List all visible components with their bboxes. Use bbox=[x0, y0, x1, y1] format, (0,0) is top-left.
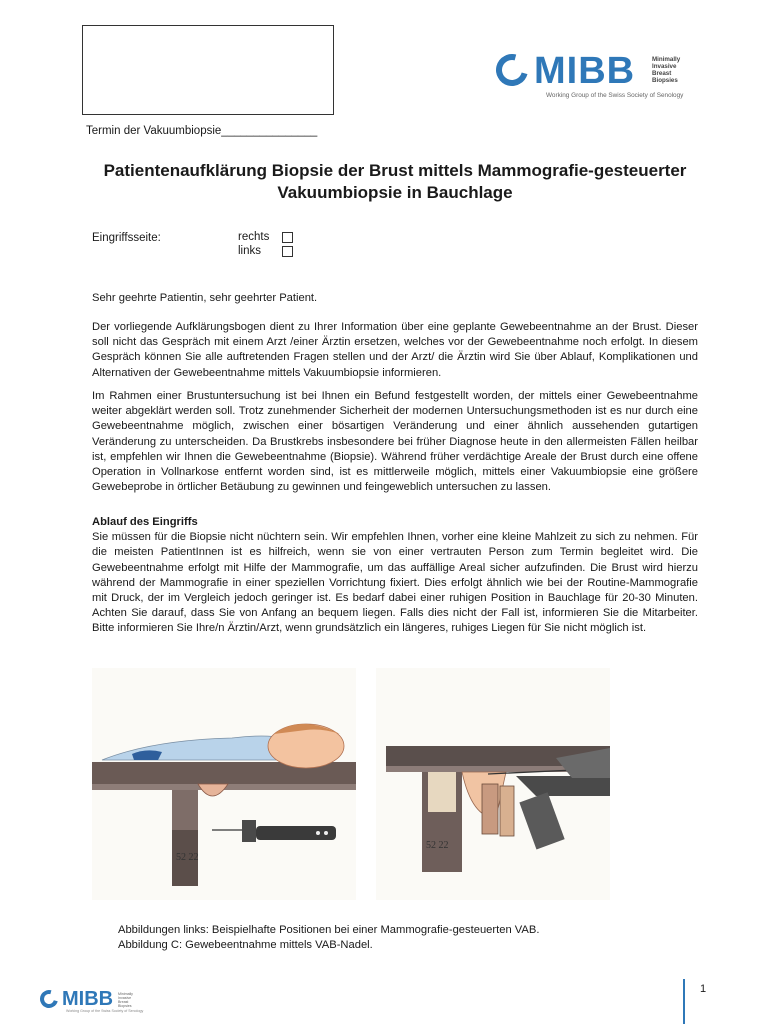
figure-b-signature: 52 22 bbox=[426, 840, 449, 851]
side-option-right[interactable]: rechts bbox=[238, 231, 298, 247]
logo-tagline: Minimally Invasive Breast Biopsies bbox=[652, 56, 681, 84]
logo-subtitle: Working Group of the Swiss Society of Senology bbox=[546, 92, 684, 99]
side-label: Eingriffsseite: bbox=[92, 232, 161, 244]
figure-caption: Abbildungen links: Beispielhafte Positionen bei einer Mammografie-gesteuerten VAB. Abbildung C: Gewebeentnahme mittels VAB-Nadel. bbox=[118, 924, 540, 951]
footer-logo-word: MIBB bbox=[62, 988, 114, 1010]
footer-logo-ring-icon bbox=[37, 987, 62, 1012]
figure-a-signature: 52 22 bbox=[176, 852, 199, 863]
side-option-left[interactable]: links bbox=[238, 245, 298, 261]
appointment-label: Termin der Vakuumbiopsie_______________ bbox=[86, 125, 318, 137]
page-number-rule bbox=[683, 979, 685, 1024]
footer-logo-subtitle: Working Group of the Swiss Society of Senology bbox=[66, 1009, 144, 1013]
background-paragraph: Im Rahmen einer Brustuntersuchung ist bei Ihnen ein Befund festgestellt worden, der mittels einer Gewebeentnahme weiter abgeklärt werden soll. Trotz zunehmender Sicherheit der modernen Untersuchungsmethoden ist es nur durch eine Gewebeentnahme möglich, zwischen einer bösartigen Veränderung und einer ähnlich aussehenden gutartigen Veränderung zu unterscheiden. Da Brustkrebs insbesondere bei früher Diagnose heute in den allermeisten Fällen heilbar ist, empfehlen wir Ihnen die Gewebeentnahme (Biopsie). Während früher verdächtige Areale der Brust durch eine offene Operation in Vollnarkose entfernt worden sind, ist es mittlerweile möglich, mittels einer Vakuumbiopsie eine größere Gewebeprobe in örtlicher Betäubung zu gewinnen und feingeweblich untersuchen zu lassen. bbox=[92, 390, 698, 494]
checkbox-left[interactable] bbox=[282, 246, 293, 257]
checkbox-right[interactable] bbox=[282, 232, 293, 243]
procedure-paragraph: Sie müssen für die Biopsie nicht nüchtern sein. Wir empfehlen Ihnen, vorher eine kleine Mahlzeit zu sich zu nehmen. Für die meisten PatientInnen ist es hilfreich, wenn sie von einer vertrauten Person zum Termin begleitet wird. Die Gewebeentnahme erfolgt mit Hilfe der Mammografie, um das auffällige Areal sicher aufzufinden. Die Brust wird hierzu während der Mammografie in einer speziellen Vorrichtung fixiert. Dies erfolgt ähnlich wie bei der Routine-Mammografie mit Druck, der im Vergleich jedoch geringer ist. Es bedarf dabei einer ruhigen Position in Bauchlage für 20-30 Minuten. Achten Sie darauf, dass Sie von Anfang an bequem liegen. Falls dies nicht der Fall ist, informieren Sie die Mitarbeiter. Bitte informieren Sie Ihre/n Ärztin/Arzt, wenn grundsätzlich ein längeres, ruhiges Liegen für Sie nicht möglich ist. bbox=[92, 531, 698, 635]
logo-word: MIBB bbox=[534, 50, 636, 92]
logo-ring-icon bbox=[490, 48, 534, 92]
illustration-vab-needle bbox=[376, 668, 610, 900]
footer-logo-tagline: Minimally Invasive Breast Biopsies bbox=[118, 992, 133, 1008]
intro-paragraph: Der vorliegende Aufklärungsbogen dient zu Ihrer Information über eine geplante Gewebeentnahme an der Brust. Dieser soll nicht das Gespräch mit einem Arzt /einer Ärztin ersetzen, welches vor der Gewebeentnahme noch erfolgt. In diesem Gespräch können Sie alle auftretenden Fragen stellen und der Arzt/ die Ärztin wird Sie über Ablauf, Komplikationen und Alternativen der Gewebeentnahme mittels Vakuumbiopsie informieren. bbox=[92, 321, 698, 379]
page-number: 1 bbox=[700, 983, 707, 995]
appointment-stamp-box bbox=[82, 25, 334, 115]
mibb-logo bbox=[494, 50, 694, 102]
salutation: Sehr geehrte Patientin, sehr geehrter Patient. bbox=[92, 292, 318, 304]
document-title: Patientenaufklärung Biopsie der Brust mittels Mammografie-gesteuerter Vakuumbiopsie in Bauchlage bbox=[103, 161, 687, 202]
procedure-section bbox=[92, 515, 698, 637]
footer-logo bbox=[40, 989, 150, 1011]
section-heading: Ablauf des Eingriffs bbox=[92, 516, 198, 528]
illustration-prone-position bbox=[92, 668, 356, 900]
